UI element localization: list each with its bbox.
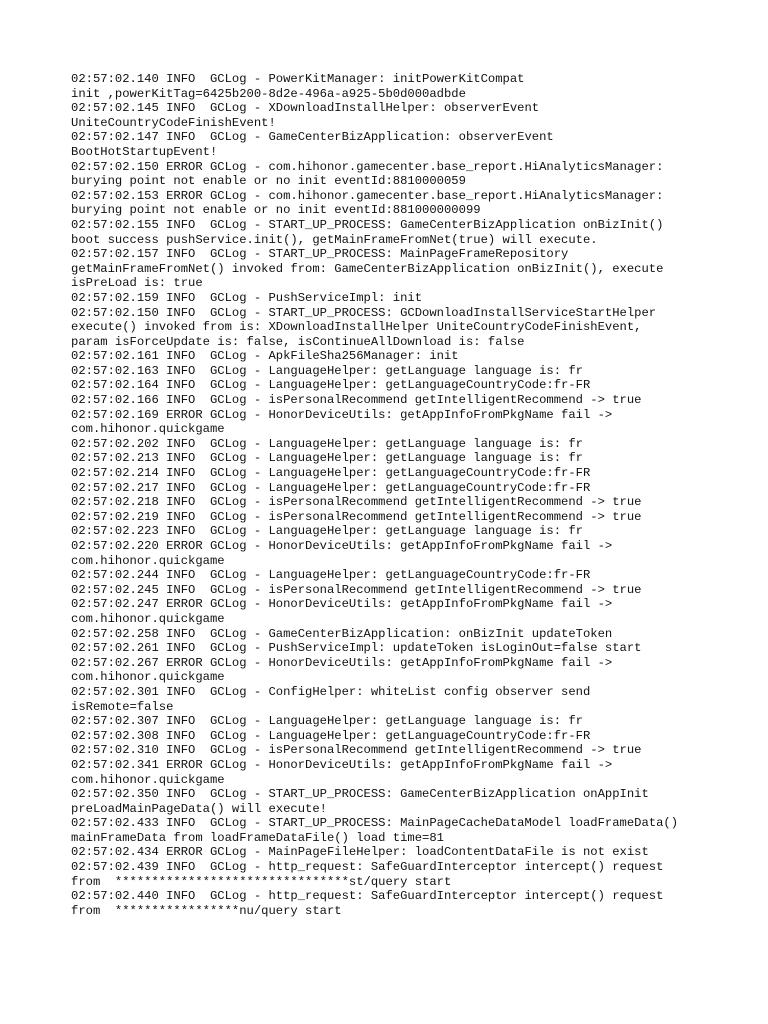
log-line: com.hihonor.quickgame: [71, 553, 225, 568]
log-line: 02:57:02.163 INFO GCLog - LanguageHelper: getLanguage language is: fr: [71, 363, 583, 378]
log-line: 02:57:02.214 INFO GCLog - LanguageHelper: getLanguageCountryCode:fr-FR: [71, 466, 591, 481]
log-line: 02:57:02.157 INFO GCLog - START_UP_PROCESS: MainPageFrameRepository: [71, 247, 569, 262]
log-line: com.hihonor.quickgame: [71, 422, 225, 437]
log-line: 02:57:02.164 INFO GCLog - LanguageHelper: getLanguageCountryCode:fr-FR: [71, 378, 591, 393]
log-line: 02:57:02.169 ERROR GCLog - HonorDeviceUtils: getAppInfoFromPkgName fail ->: [71, 407, 613, 422]
log-line: 02:57:02.307 INFO GCLog - LanguageHelper: getLanguage language is: fr: [71, 714, 583, 729]
log-line: 02:57:02.159 INFO GCLog - PushServiceImpl: init: [71, 290, 423, 305]
log-line: burying point not enable or no init eventId:8810000059: [71, 174, 466, 189]
log-line: com.hihonor.quickgame: [71, 611, 225, 626]
log-line: 02:57:02.308 INFO GCLog - LanguageHelper: getLanguageCountryCode:fr-FR: [71, 728, 591, 743]
log-line: 02:57:02.223 INFO GCLog - LanguageHelper: getLanguage language is: fr: [71, 524, 583, 539]
log-line: 02:57:02.220 ERROR GCLog - HonorDeviceUtils: getAppInfoFromPkgName fail ->: [71, 539, 613, 553]
log-line: 02:57:02.267 ERROR GCLog - HonorDeviceUtils: getAppInfoFromPkgName fail ->: [71, 655, 613, 670]
log-text-block: [71, 72, 751, 918]
log-line: 02:57:02.310 INFO GCLog - isPersonalRecommend getIntelligentRecommend -> true: [71, 743, 642, 758]
log-line: 02:57:02.440 INFO GCLog - http_request: SafeGuardInterceptor intercept() request: [71, 889, 664, 904]
log-line: execute() invoked from is: XDownloadInstallHelper UniteCountryCodeFinishEvent,: [71, 320, 642, 335]
log-line: 02:57:02.217 INFO GCLog - LanguageHelper: getLanguageCountryCode:fr-FR: [71, 480, 591, 495]
log-line: 02:57:02.434 ERROR GCLog - MainPageFileHelper: loadContentDataFile is not exist: [71, 845, 649, 860]
log-line: from ********************************st/query start: [71, 874, 452, 889]
log-line: 02:57:02.155 INFO GCLog - START_UP_PROCESS: GameCenterBizApplication onBizInit(): [71, 217, 664, 232]
log-line: 02:57:02.166 INFO GCLog - isPersonalRecommend getIntelligentRecommend -> true: [71, 393, 642, 408]
log-line: 02:57:02.341 ERROR GCLog - HonorDeviceUtils: getAppInfoFromPkgName fail ->: [71, 757, 613, 772]
log-line: com.hihonor.quickgame: [71, 772, 225, 787]
log-line: 02:57:02.150 INFO GCLog - START_UP_PROCESS: GCDownloadInstallServiceStartHelper: [71, 305, 657, 320]
log-line: 02:57:02.150 ERROR GCLog - com.hihonor.gamecenter.base_report.HiAnalyticsManager:: [71, 159, 664, 174]
log-line: init ,powerKitTag=6425b200-8d2e-496a-a925-5b0d000adbde: [71, 86, 466, 101]
log-line: 02:57:02.161 INFO GCLog - ApkFileSha256Manager: init: [71, 349, 459, 364]
log-line: 02:57:02.219 INFO GCLog - isPersonalRecommend getIntelligentRecommend -> true: [71, 509, 642, 524]
log-line: 02:57:02.433 INFO GCLog - START_UP_PROCESS: MainPageCacheDataModel loadFrameData(): [71, 816, 679, 831]
log-line: com.hihonor.quickgame: [71, 670, 225, 685]
log-line: 02:57:02.261 INFO GCLog - PushServiceImpl: updateToken isLoginOut=false start: [71, 641, 642, 656]
log-line: 02:57:02.147 INFO GCLog - GameCenterBizApplication: observerEvent: [71, 130, 554, 145]
log-line: 02:57:02.245 INFO GCLog - isPersonalRecommend getIntelligentRecommend -> true: [71, 582, 642, 597]
log-line: 02:57:02.301 INFO GCLog - ConfigHelper: whiteList config observer send: [71, 684, 591, 699]
log-line: 02:57:02.218 INFO GCLog - isPersonalRecommend getIntelligentRecommend -> true: [71, 495, 642, 510]
log-line: isPreLoad is: true: [71, 276, 203, 291]
log-line: getMainFrameFromNet() invoked from: GameCenterBizApplication onBizInit(), execute: [71, 261, 664, 276]
log-line: 02:57:02.145 INFO GCLog - XDownloadInstallHelper: observerEvent: [71, 101, 540, 116]
log-line: from *****************nu/query start: [71, 903, 342, 918]
log-line: 02:57:02.247 ERROR GCLog - HonorDeviceUtils: getAppInfoFromPkgName fail ->: [71, 597, 613, 612]
log-line: 02:57:02.244 INFO GCLog - LanguageHelper: getLanguageCountryCode:fr-FR: [71, 568, 591, 583]
log-line: 02:57:02.202 INFO GCLog - LanguageHelper: getLanguage language is: fr: [71, 436, 583, 451]
log-line: mainFrameData from loadFrameDataFile() load time=81: [71, 830, 444, 845]
log-line: preLoadMainPageData() will execute!: [71, 801, 327, 816]
log-line: 02:57:02.213 INFO GCLog - LanguageHelper: getLanguage language is: fr: [71, 451, 583, 466]
log-line: 02:57:02.258 INFO GCLog - GameCenterBizApplication: onBizInit updateToken: [71, 626, 613, 641]
log-line: burying point not enable or no init eventId:881000000099: [71, 203, 481, 218]
log-line: 02:57:02.439 INFO GCLog - http_request: SafeGuardInterceptor intercept() request: [71, 860, 664, 875]
log-line: 02:57:02.153 ERROR GCLog - com.hihonor.gamecenter.base_report.HiAnalyticsManager:: [71, 188, 664, 203]
log-line: param isForceUpdate is: false, isContinueAllDownload is: false: [71, 334, 525, 349]
log-line: boot success pushService.init(), getMainFrameFromNet(true) will execute.: [71, 232, 598, 247]
log-line: isRemote=false: [71, 699, 174, 714]
log-line: 02:57:02.350 INFO GCLog - START_UP_PROCESS: GameCenterBizApplication onAppInit: [71, 787, 649, 802]
log-line: UniteCountryCodeFinishEvent!: [71, 115, 276, 130]
log-line: 02:57:02.140 INFO GCLog - PowerKitManager: initPowerKitCompat: [71, 72, 525, 86]
log-line: BootHotStartupEvent!: [71, 144, 218, 159]
